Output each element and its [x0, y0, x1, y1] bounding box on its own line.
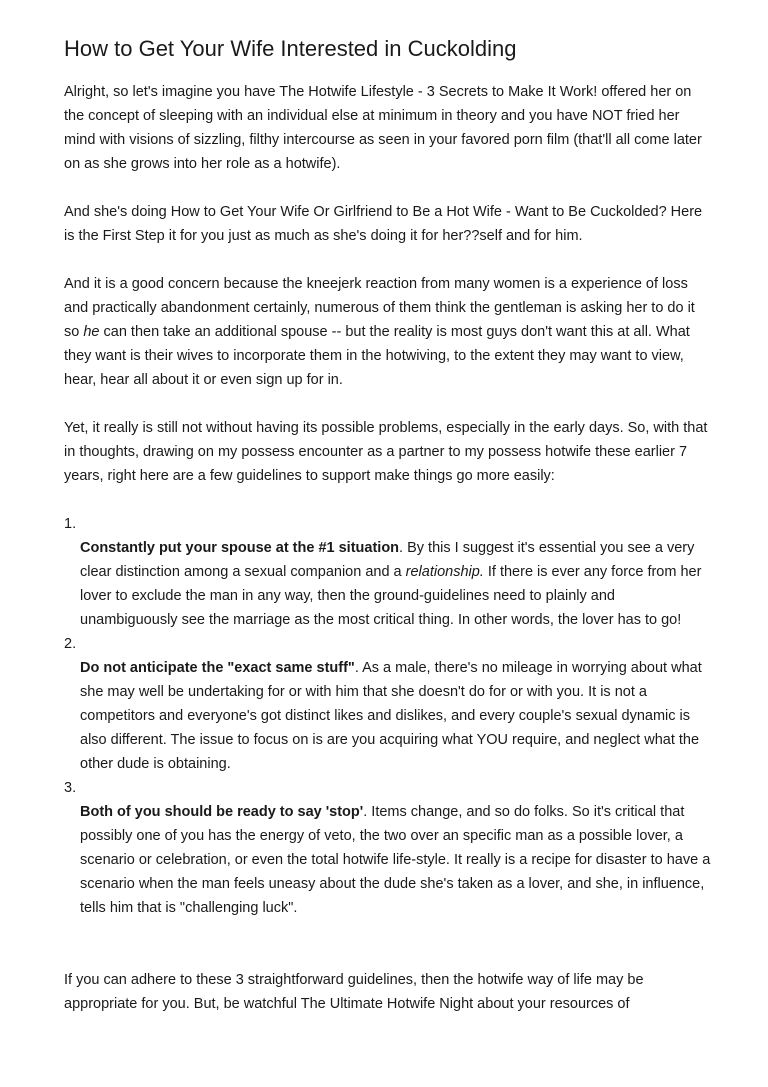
guidelines-list: [64, 512, 712, 920]
paragraph-second: And she's doing How to Get Your Wife Or Girlfriend to Be a Hot Wife - Want to Be Cuckolded? Here is the First Step it for you just as much as she's doing it for her??self and for him.: [64, 204, 703, 244]
list-item: [64, 776, 712, 920]
paragraph-concern: [64, 272, 712, 392]
page-title: How to Get Your Wife Interested in Cuckolding: [64, 36, 517, 61]
list-item-text: [64, 536, 712, 632]
list-item-heading: Do not anticipate the "exact same stuff": [80, 660, 355, 676]
paragraph-intro: Alright, so let's imagine you have The Hotwife Lifestyle - 3 Secrets to Make It Work! offered her on the concept of sleeping with an individual else at minimum in theory and you have NOT fried her mind with visions of sizzling, filthy intercourse as seen in your favored porn film (that'll all come later on as she grows into her role as a hotwife).: [64, 84, 702, 172]
list-item: [64, 512, 712, 632]
list-item-number: 2.: [64, 636, 77, 652]
paragraph-guidelines-intro: Yet, it really is still not without having its possible problems, especially in the early days. So, with that in thoughts, drawing on my possess encounter as a partner to my possess hotwife these earlier 7 years, right here are a few guidelines to support make things go more easily:: [64, 420, 708, 484]
document-page: [64, 34, 712, 1016]
list-item-heading: Both of you should be ready to say 'stop': [80, 804, 364, 820]
list-item: [64, 632, 712, 776]
list-item-body-a: . Items change, and so do folks. So it's critical that possibly one of you has the energy of veto, the two over an specific man as a possible lover, a scenario or celebration, or even the total hotwife life-style. It really is a recipe for disaster to have a scenario when the man feels uneasy about the dude she's taken as a lover, and she, in influence, tells him that is "challenging luck".: [80, 804, 711, 916]
list-item-body-b: If there is ever any force from her lover to exclude the man in any way, then the ground-guidelines need to plainly and unambiguously see the marriage as the most critical thing. In other words, the lover has to go!: [80, 564, 702, 628]
paragraph-concern-text-a: And it is a good concern because the kneejerk reaction from many women is a experience of loss and practically abandonment certainly, numerous of them think the gentleman is asking her to do it so: [64, 276, 695, 340]
list-item-body-a: . As a male, there's no mileage in worrying about what she may well be undertaking for or with him that she doesn't do for or with you. It is not a competitors and everyone's got distinct likes and dislikes, and every couple's sexual dynamic is also different. The issue to focus on is are you acquiring what YOU require, and neglect what the other dude is obtaining.: [80, 660, 702, 772]
list-item-emphasis: relationship.: [405, 564, 484, 580]
paragraph-closing: If you can adhere to these 3 straightforward guidelines, then the hotwife way of life may be appropriate for you. But, be watchful The Ultimate Hotwife Night about your resources of: [64, 972, 644, 1012]
list-item-text: [64, 656, 712, 776]
list-item-heading: Constantly put your spouse at the #1 situation: [80, 540, 400, 556]
list-item-body-a: . By this I suggest it's essential you see a very clear distinction among a sexual companion and a: [80, 540, 695, 580]
paragraph-concern-text-b: can then take an additional spouse -- but the reality is most guys don't want this at all. What they want is their wives to incorporate them in the hotwiving, to the extent they may want to view, hear, hear all about it or even sign up for in.: [64, 324, 690, 388]
list-item-number: 3.: [64, 780, 77, 796]
paragraph-concern-emphasis: he: [83, 324, 100, 340]
list-item-number: 1.: [64, 516, 77, 532]
list-item-text: [64, 800, 712, 920]
